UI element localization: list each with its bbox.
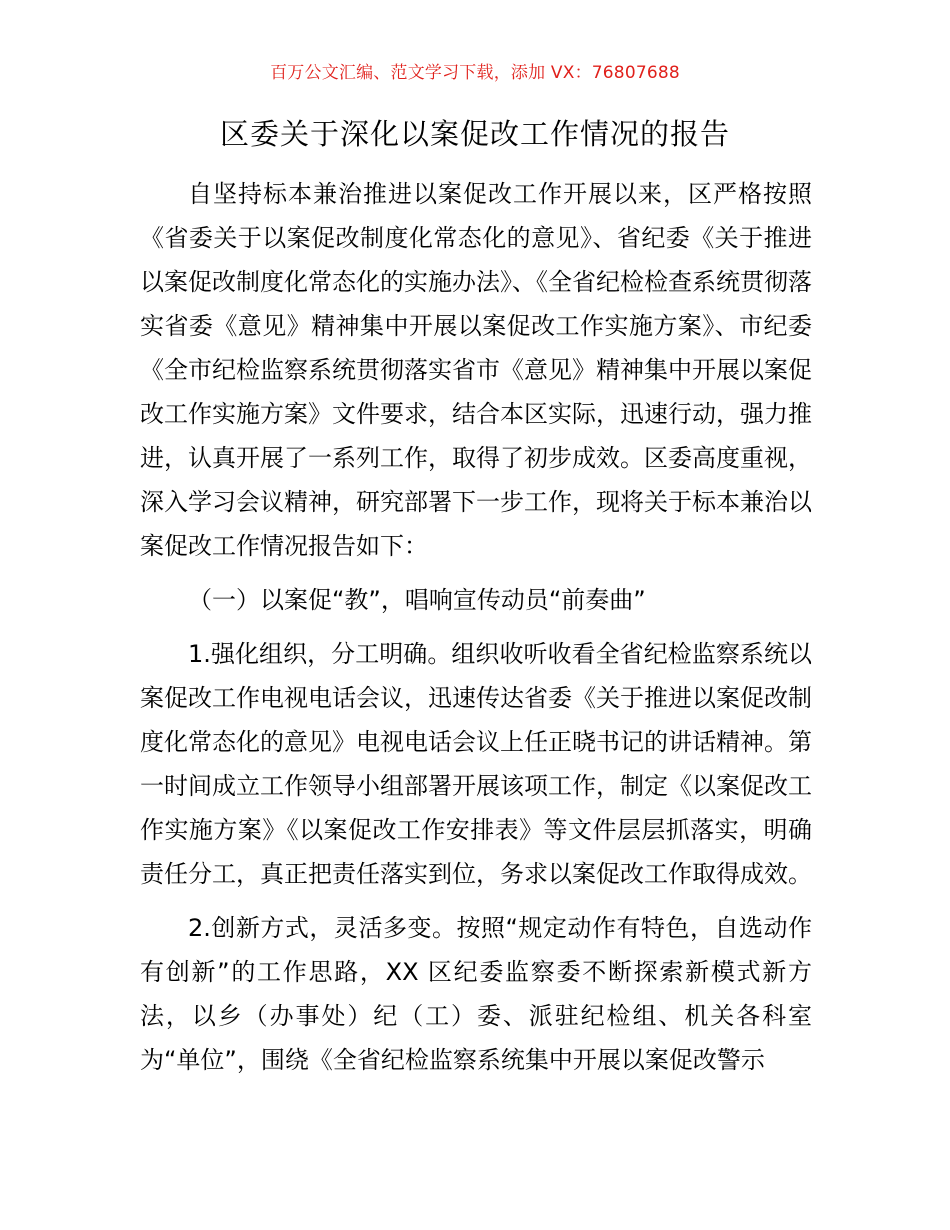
item-1-paragraph: 1.强化组织，分工明确。组织收听收看全省纪检监察系统以案促改工作电视电话会议，迅速传达省委《关于推进以案促改制度化常态化的意见》电视电话会议上任正晓书记的讲话精神。第一时间成立工作领导小组部署开展该项工作，制定《以案促改工作实施方案》《以案促改工作安排表》等文件层层抓落实，明确责任分工，真正把责任落实到位，务求以案促改工作取得成效。	[140, 640, 812, 888]
watermark-banner: 百万公文汇编、范文学习下载，添加 VX：76807688	[270, 63, 680, 83]
section-heading: （一）以案促“教”，唱响宣传动员“前奏曲”	[188, 586, 646, 614]
document-body	[140, 172, 812, 1082]
intro-paragraph: 自坚持标本兼治推进以案促改工作开展以来，区严格按照《省委关于以案促改制度化常态化的意见》、省纪委《关于推进以案促改制度化常态化的实施办法》、《全省纪检检查系统贯彻落实省委《意见》精神集中开展以案促改工作实施方案》、市纪委《全市纪检监察系统贯彻落实省市《意见》精神集中开展以案促改工作实施方案》文件要求，结合本区实际，迅速行动，强力推进，认真开展了一系列工作，取得了初步成效。区委高度重视，深入学习会议精神，研究部署下一步工作，现将关于标本兼治以案促改工作情况报告如下：	[140, 180, 812, 560]
item-2-paragraph: 2.创新方式，灵活多变。按照“规定动作有特色，自选动作有创新”的工作思路，XX 区纪委监察委不断探索新模式新方法，以乡（办事处）纪（工）委、派驻纪检组、机关各科室为“单位”，围绕《全省纪检监察系统集中开展以案促改警示	[140, 914, 812, 1074]
document-title: 区委关于深化以案促改工作情况的报告	[219, 117, 730, 151]
